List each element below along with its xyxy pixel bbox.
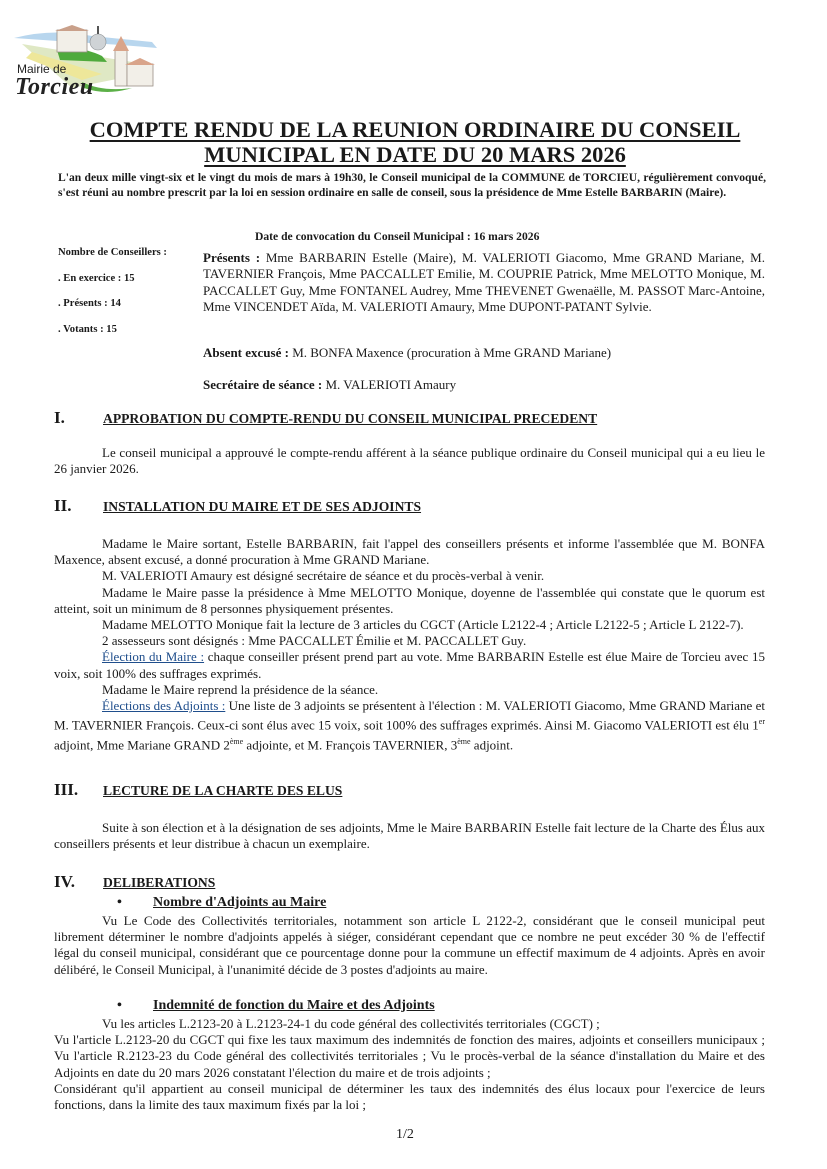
- paragraph: Madame MELOTTO Monique fait la lecture de 3 articles du CGCT (Article L2122-4 ; Article L2122-5 ; Article L 2122-7).: [102, 617, 744, 633]
- section-title: DELIBERATIONS: [103, 875, 216, 890]
- deliberation-title: Nombre d'Adjoints au Maire: [153, 895, 327, 910]
- bullet-icon: •: [117, 895, 122, 910]
- paragraph: Madame le Maire sortant, Estelle BARBARIN, fait l'appel des conseillers présents et informe l'assemblée que M. BONFA Maxence, absent excusé, a donné procuration à Mme GRAND Mariane.: [54, 536, 765, 568]
- section-2-body: [54, 536, 765, 753]
- election-adjoints-paragraph: [54, 698, 765, 753]
- councillor-counts: [58, 247, 167, 349]
- bullet-icon: •: [117, 998, 122, 1013]
- election-adjoints-text: adjointe, et M. François TAVERNIER, 3: [243, 737, 458, 753]
- logo-town-name: Torcieu: [15, 74, 94, 100]
- deliberation-title: Indemnité de fonction du Maire et des Adjoints: [153, 998, 435, 1013]
- paragraph: Vu les articles L.2123-20 à L.2123-24-1 du code général des collectivités territoriales (CGCT) ;: [102, 1016, 600, 1031]
- paragraph: M. VALERIOTI Amaury est désigné secrétaire de séance et du procès-verbal à venir.: [102, 568, 545, 584]
- section-title: APPROBATION DU COMPTE-RENDU DU CONSEIL MUNICIPAL PRECEDENT: [103, 411, 598, 426]
- count-votants: . Votants : 15: [58, 323, 117, 335]
- convocation-date: Date de convocation du Conseil Municipal : 16 mars 2026: [255, 230, 540, 243]
- deliberation-1-body: [54, 913, 765, 978]
- absent-label: Absent excusé :: [203, 345, 289, 360]
- secretaire-label: Secrétaire de séance :: [203, 377, 323, 392]
- page-title: [60, 117, 770, 167]
- presents-list: [203, 250, 765, 316]
- paragraph: Madame le Maire reprend la présidence de la séance.: [102, 681, 379, 697]
- deliberation-2-body: [54, 1016, 765, 1113]
- section-number: I.: [54, 408, 65, 427]
- election-adjoints-text: adjoint, Mme Mariane GRAND 2: [54, 737, 230, 753]
- paragraph: Vu l'article L.2123-20 du CGCT qui fixe les taux maximum des indemnités de fonction des maires, adjoints et conseillers municipaux ; Vu l'article R.2123-23 du Code général des collectivités territoriales ; Vu le procès-verbal de la séance d'installation du Maire et des Adjoints en date du 20 mars 2026 constatant l'élection du maire et de trois adjoints ;: [54, 1032, 765, 1080]
- paragraph: 2 assesseurs sont désignés : Mme PACCALLET Émilie et M. PACCALLET Guy.: [102, 633, 527, 649]
- ordinal-sup: ème: [229, 736, 244, 746]
- section-title: LECTURE DE LA CHARTE DES ELUS: [103, 783, 343, 798]
- election-adjoints-text: Une liste de 3 adjoints se présentent à l'élection : M. VALERIOTI Giacomo, Mme GRAND Mariane et M. TAVERNIER François. Ceux-ci sont élus avec 15 voix, soit 100% des suffrages exprimés. Ainsi M. Giacomo VALERIOTI est élu 1: [54, 698, 765, 733]
- paragraph: Suite à son élection et à la désignation de ses adjoints, Mme le Maire BARBARIN Estelle fait lecture de la Charte des Élus aux conseillers présents et leur distribue à chacun un exemplaire.: [54, 820, 765, 852]
- election-adjoints-link[interactable]: Élections des Adjoints :: [102, 698, 226, 714]
- section-title: INSTALLATION DU MAIRE ET DE SES ADJOINTS: [103, 499, 422, 514]
- logo-subtitle: Mairie de: [17, 62, 67, 76]
- presents-names: Mme BARBARIN Estelle (Maire), M. VALERIOTI Giacomo, Mme GRAND Mariane, M. TAVERNIER François, Mme PACCALLET Emilie, M. COUPRIE Patrick, Mme MELOTTO Monique, M. PACCALLET Guy, Mme FONTANEL Audrey, Mme THEVENET Gwenaëlle, M. PASSOT Marc-Antoine, Mme VINCENDET Aïda, M. VALERIOTI Amaury, Mme DUPONT-PATANT Sylvie.: [203, 250, 765, 315]
- section-1-body: [54, 445, 765, 477]
- page-number: 1/2: [396, 1127, 414, 1142]
- mairie-logo: [12, 22, 162, 106]
- section-3-body: [54, 820, 765, 852]
- paragraph: Considérant qu'il appartient au conseil municipal de déterminer les taux des indemnités des élus locaux pour l'exercice de leurs fonctions, dans la limite des taux maximum fixés par la loi ;: [54, 1080, 765, 1113]
- count-en-exercice: . En exercice : 15: [58, 272, 135, 284]
- paragraph: Vu Le Code des Collectivités territoriales, notamment son article L 2122-2, considérant que le conseil municipal peut librement déterminer le nombre d'adjoints appelés à siéger, considérant cependant que ce nombre ne peut excéder 30 % de l'effectif légal du conseil municipal, considérant que ce pourcentage donne pour la commune un effectif maximum de 4 adjoints. Après en avoir délibéré, le Conseil Municipal, à l'unanimité décide de 3 postes d'adjoints au maire.: [54, 913, 765, 977]
- paragraph: Le conseil municipal a approuvé le compte-rendu afférent à la séance publique ordinaire du Conseil municipal qui a eu lieu le 26 janvier 2026.: [54, 445, 765, 477]
- section-number: IV.: [54, 872, 75, 891]
- paragraph: Madame le Maire passe la présidence à Mme MELOTTO Monique, doyenne de l'assemblée qui constate que le quorum est atteint, soit un minimum de 8 personnes physiquement présentes.: [54, 584, 765, 616]
- election-maire-text: chaque conseiller présent prend part au vote. Mme BARBARIN Estelle est élue Maire de Torcieu avec 15 voix, soit 100% des suffrages exprimés.: [54, 649, 765, 681]
- secretaire-seance: [203, 377, 456, 393]
- absent-text: M. BONFA Maxence (procuration à Mme GRAND Mariane): [288, 345, 612, 360]
- election-maire-link[interactable]: Élection du Maire :: [102, 649, 205, 665]
- ordinal-sup: er: [758, 717, 765, 727]
- presents-label: Présents :: [203, 250, 261, 265]
- section-number: II.: [54, 496, 72, 515]
- election-adjoints-text: adjoint.: [470, 737, 514, 753]
- counts-heading: Nombre de Conseillers :: [58, 247, 167, 258]
- absent-excuse: [203, 345, 611, 361]
- intro-paragraph: L'an deux mille vingt-six et le vingt du mois de mars à 19h30, le Conseil municipal de la COMMUNE de TORCIEU, régulièrement convoqué, s'est réuni au nombre prescrit par la loi en session ordinaire en salle de conseil, sous la présidence de Mme Estelle BARBARIN (Maire).: [58, 171, 766, 199]
- title-line-2: MUNICIPAL EN DATE DU 20 MARS 2026: [204, 142, 626, 167]
- ordinal-sup: ème: [457, 736, 471, 746]
- section-number: III.: [54, 780, 79, 799]
- title-line-1: COMPTE RENDU DE LA REUNION ORDINAIRE DU CONSEIL: [89, 117, 741, 142]
- count-presents: . Présents : 14: [58, 298, 121, 309]
- election-maire-paragraph: [54, 649, 765, 681]
- secretaire-text: M. VALERIOTI Amaury: [322, 377, 457, 392]
